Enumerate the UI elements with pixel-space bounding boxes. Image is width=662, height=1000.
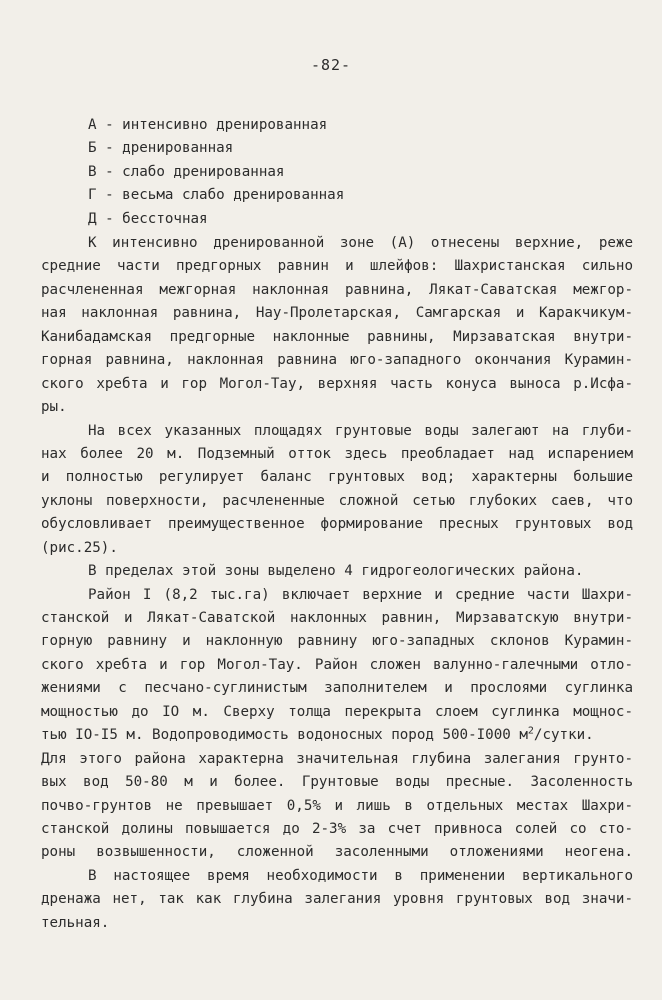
text-line: средние части предгорных равнин и шлейфов: Шахристанская сильно <box>41 258 633 275</box>
legend-item: В - слабо дренированная <box>88 163 285 180</box>
text-line <box>41 724 633 747</box>
paragraph-groundwater <box>41 420 633 561</box>
text-line: почво-грунтов не превышает 0,5% и лишь в отдельных местах Шахри- <box>41 797 633 814</box>
text-line: На всех указанных площадях грунтовые воды залегают на глуби- <box>88 422 633 439</box>
superscript: 2 <box>527 725 534 737</box>
legend-item: Д - бессточная <box>88 210 208 227</box>
text-line: вых вод 50-80 м и более. Грунтовые воды пресные. Засоленность <box>41 774 633 791</box>
text-line: Район I (8,2 тыс.га) включает верхние и средние части Шахри- <box>88 586 633 603</box>
text-line: ского хребта и гор Могол-Тау. Район сложен валунно-галечными отло- <box>41 656 633 673</box>
text-line: К интенсивно дренированной зоне (А) отнесены верхние, реже <box>88 235 633 251</box>
text-line: роны возвышенности, сложенной засоленными отложениями неогена. <box>41 844 633 861</box>
text-line: расчлененная межгорная наклонная равнина, Лякат-Саватская межгор- <box>41 281 633 298</box>
text-line: нах более 20 м. Подземный отток здесь преобладает над испарением <box>41 445 633 462</box>
text-line: В настоящее время необходимости в применении вертикального <box>88 867 633 884</box>
text-line: ры. <box>41 399 67 416</box>
text-line: станской и Лякат-Саватской наклонных равнин, Мирзаватскую внутри- <box>41 610 633 626</box>
text-line: дренажа нет, так как глубина залегания уровня грунтовых вод значи- <box>41 891 633 908</box>
text-line: тельная. <box>41 914 110 931</box>
text-line: обусловливает преимущественное формирование пресных грунтовых вод <box>41 516 633 533</box>
text-line: В пределах этой зоны выделено 4 гидрогеологических района. <box>88 563 584 580</box>
paragraph-zone-a <box>41 232 633 420</box>
text-line: и полностью регулирует баланс грунтовых вод; характерны большие <box>41 469 633 486</box>
text-line: уклоны поверхности, расчлененные сложной сетью глубоких саев, что <box>41 492 633 509</box>
legend-item: А - интенсивно дренированная <box>88 117 328 133</box>
text-line: ная наклонная равнина, Нау-Пролетарская, Самгарская и Каракчикум- <box>41 305 633 322</box>
legend-item: Г - весьма слабо дренированная <box>88 187 345 204</box>
paragraph-districts <box>41 560 633 583</box>
drainage-legend <box>88 114 344 231</box>
text-line: горная равнина, наклонная равнина юго-западного окончания Курамин- <box>41 352 633 369</box>
text-line: Канибадамская предгорные наклонные равнины, Мирзаватская внутри- <box>41 328 633 345</box>
paragraph-vertical-drainage <box>41 865 633 935</box>
text-line: ского хребта и гор Могол-Тау, верхняя часть конуса выноса р.Исфа- <box>41 375 633 392</box>
text-line: (рис.25). <box>41 539 118 556</box>
text-line: жениями с песчано-суглинистым заполнителем и прослоями суглинка <box>41 680 633 697</box>
text-fragment: /сутки. <box>533 727 594 744</box>
text-fragment: тью IO-I5 м. Водопроводимость водоносных пород 500-I000 м <box>41 727 528 744</box>
page-number: -82- <box>310 56 352 74</box>
text-line: мощностью до IO м. Сверху толща перекрыта слоем суглинка мощнос- <box>41 703 633 720</box>
text-line: горную равнину и наклонную равнину юго-западных склонов Курамин- <box>41 633 633 650</box>
legend-item: Б - дренированная <box>88 140 234 157</box>
document-body <box>41 232 633 935</box>
paragraph-district-1 <box>41 584 633 865</box>
text-line: Для этого района характерна значительная глубина залегания грунто- <box>41 750 633 767</box>
text-line: станской долины повышается до 2-3% за счет привноса солей со сто- <box>41 820 633 837</box>
